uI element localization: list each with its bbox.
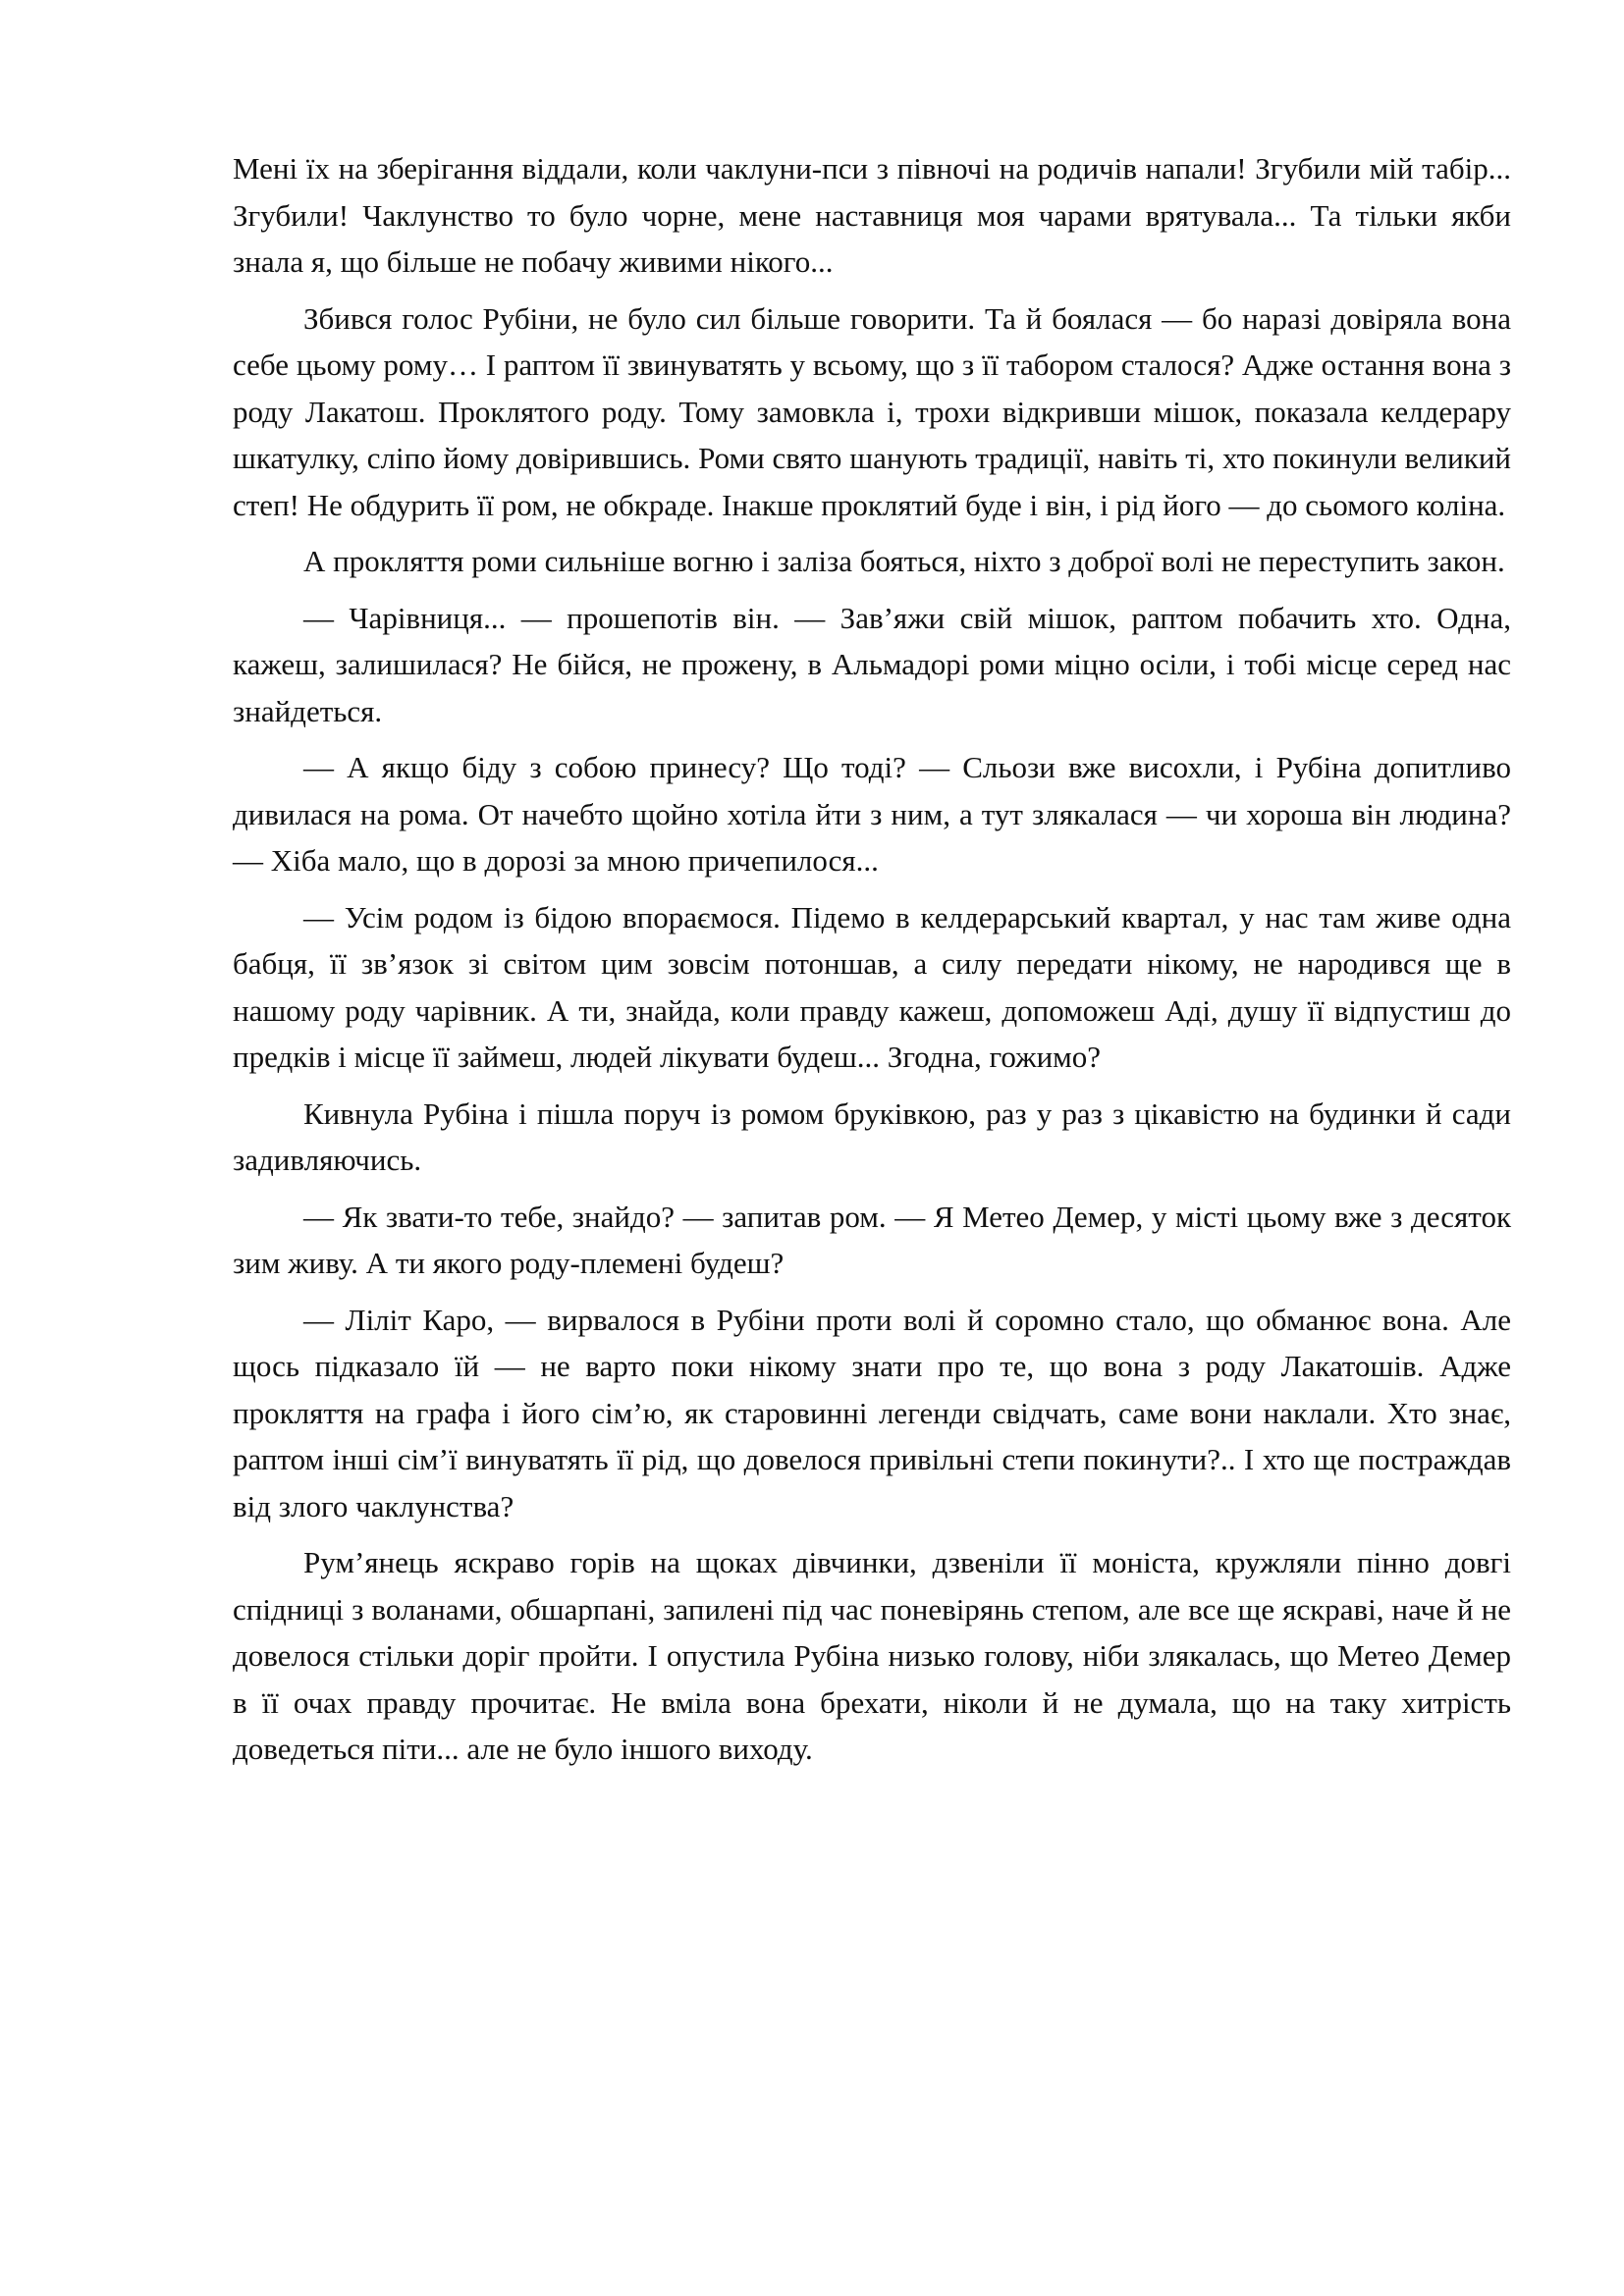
paragraph-9: — Ліліт Каро, — вирвалося в Рубіни проти волі й соромно стало, що обманює вона. Але щось підказало їй — не варто поки нікому знати про те, що вона з роду Лакатошів. Адже прокляття на графа і його сім’ю, як старовинні легенди свідчать, саме вони наклали. Хто знає, раптом інші сім’ї винуватять її рід, що довелося привільні степи покинути?.. І хто ще постраждав від злого чаклунства? [233,1302,1511,1523]
paragraph-5: — А якщо біду з собою принесу? Що тоді? — Сльози вже висохли, і Рубіна допитливо дивилася на рома. От начебто щойно хотіла йти з ним, а тут злякалася — чи хороша він людина? — Хіба мало, що в дорозі за мною причепилося... [233,750,1511,878]
paragraph-3: А прокляття роми сильніше вогню і заліза бояться, ніхто з доброї волі не переступить закон. [303,544,1505,578]
body-text [233,145,1511,1783]
paragraph-2: Збився голос Рубіни, не було сил більше говорити. Та й боялася — бо наразі довіряла вона себе цьому рому… І раптом її звинуватять у всьому, що з її табором сталося? Адже остання вона з роду Лакатош. Проклятого роду. Тому замовкла і, трохи відкривши мішок, показала келдерару шкатулку, сліпо йому довірившись. Роми свято шанують традиції, навіть ті, хто покинули великий степ! Не обдурить її ром, не обкраде. Інакше проклятий буде і він, і рід його — до сьомого коліна. [233,300,1511,522]
paragraph-10: Рум’янець яскраво горів на щоках дівчинки, дзвеніли її моніста, кружляли пінно довгі спідниці з воланами, обшарпані, запилені під час поневірянь степом, але все ще яскраві, наче й не довелося стільки доріг пройти. І опустила Рубіна низько голову, ніби злякалась, що Метео Демер в її очах правду прочитає. Не вміла вона брехати, ніколи й не думала, що на таку хитрість доведеться піти... але не було іншого виходу. [233,1545,1511,1766]
paragraph-4: — Чарівниця... — прошепотів він. — Зав’яжи свій мішок, раптом побачить хто. Одна, кажеш, залишилася? Не бійся, не прожену, в Альмадорі роми міцно осіли, і тобі місце серед нас знайдеться. [233,600,1511,728]
paragraph-6: — Усім родом із бідою впораємося. Підемо в келдерарський квартал, у нас там живе одна бабця, її зв’язок зі світом цим зовсім потоншав, а силу передати нікому, не народився ще в нашому роду чарівник. А ти, знайда, коли правду кажеш, допоможеш Аді, душу її відпустиш до предків і місце її займеш, людей лікувати будеш... Згодна, гожимо? [233,899,1511,1074]
paragraph-1: Мені їх на зберігання віддали, коли чаклуни-пси з півночі на родичів напали! Згубили мій табір... Згубили! Чаклунство то було чорне, мене наставниця моя чарами врятувала... Та тільки якби знала я, що більше не побачу живими нікого... [233,151,1511,279]
paragraph-7: Кивнула Рубіна і пішла поруч із ромом бруківкою, раз у раз з цікавістю на будинки й сади задивляючись. [233,1095,1511,1177]
paragraph-8: — Як звати-то тебе, знайдо? — запитав ром. — Я Метео Демер, у місті цьому вже з десяток зим живу. А ти якого роду-племені будеш? [233,1199,1511,1280]
